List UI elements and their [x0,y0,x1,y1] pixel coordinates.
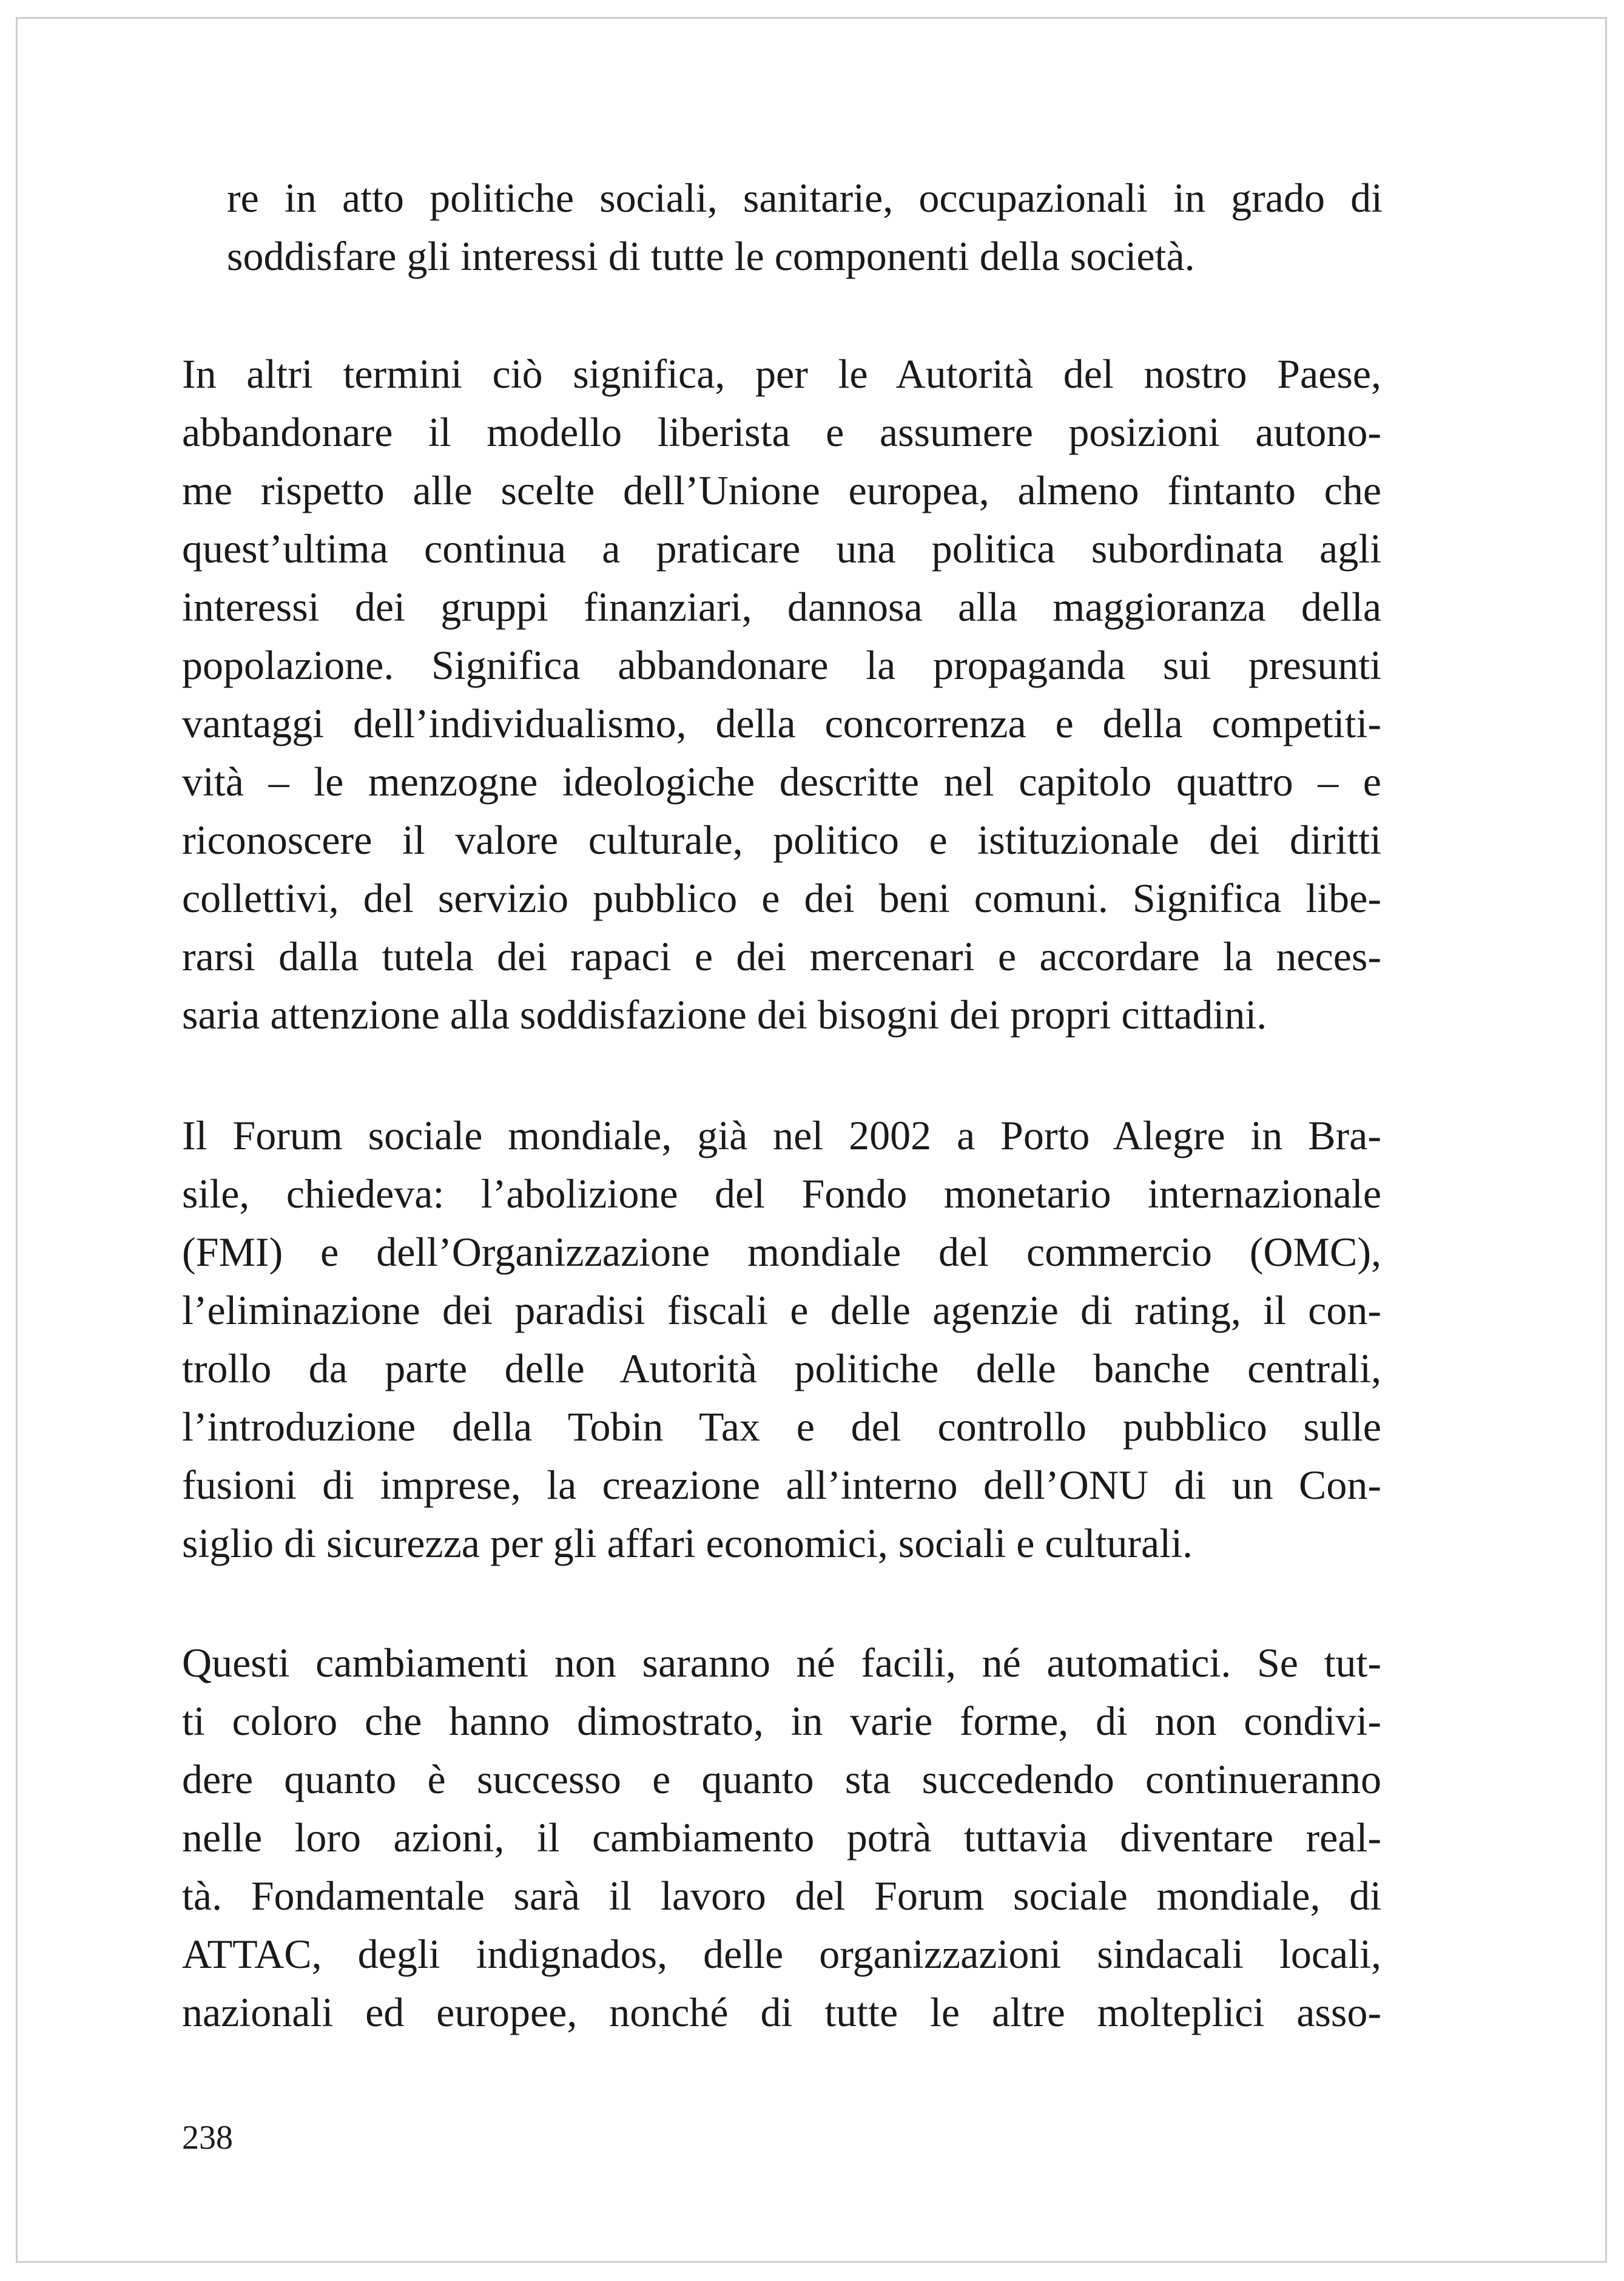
text-line: popolazione. Significa abbandonare la propaganda sui presunti [182,642,1381,688]
text-line: Questi cambiamenti non saranno né facili, né automatici. Se tut- [182,1640,1381,1686]
text-line: soddisfare gli interessi di tutte le componenti della società. [227,233,1195,279]
text-line: interessi dei gruppi finanziari, dannosa alla maggioranza della [182,584,1381,630]
text-line: abbandonare il modello liberista e assumere posizioni autono- [182,409,1381,455]
text-line: siglio di sicurezza per gli affari economici, sociali e culturali. [182,1520,1193,1566]
paragraph-1 [227,169,1383,285]
text-line: saria attenzione alla soddisfazione dei bisogni dei propri cittadini. [182,992,1267,1038]
text-line: vità – le menzogne ideologiche descritte nel capitolo quattro – e [182,759,1381,805]
text-line: nelle loro azioni, il cambiamento potrà tuttavia diventare real- [182,1814,1381,1860]
text-line: re in atto politiche sociali, sanitarie, occupazionali in grado di [227,175,1383,221]
text-line: me rispetto alle scelte dell’Unione europea, almeno fintanto che [182,467,1381,513]
text-line: fusioni di imprese, la creazione all’interno dell’ONU di un Con- [182,1462,1381,1508]
text-line: (FMI) e dell’Organizzazione mondiale del commercio (OMC), [182,1229,1381,1275]
text-line: ATTAC, degli indignados, delle organizzazioni sindacali locali, [182,1931,1381,1977]
text-line: dere quanto è successo e quanto sta succedendo continueranno [182,1756,1381,1802]
text-line: l’eliminazione dei paradisi fiscali e delle agenzie di rating, il con- [182,1287,1381,1333]
text-line: ti coloro che hanno dimostrato, in varie forme, di non condivi- [182,1698,1381,1744]
paragraph-4 [182,1634,1381,2041]
text-line: vantaggi dell’individualismo, della concorrenza e della competiti- [182,700,1381,746]
text-line: l’introduzione della Tobin Tax e del controllo pubblico sulle [182,1404,1381,1450]
paragraph-2 [182,345,1381,1044]
text-line: tà. Fondamentale sarà il lavoro del Forum sociale mondiale, di [182,1873,1381,1919]
text-line: collettivi, del servizio pubblico e dei beni comuni. Significa libe- [182,875,1381,921]
text-line: In altri termini ciò significa, per le Autorità del nostro Paese, [182,351,1381,397]
paragraph-3 [182,1106,1381,1572]
text-line: sile, chiedeva: l’abolizione del Fondo monetario internazionale [182,1171,1381,1217]
text-line: riconoscere il valore culturale, politico e istituzionale dei diritti [182,817,1381,863]
text-line: quest’ultima continua a praticare una politica subordinata agli [182,525,1381,572]
page-number: 238 [182,2119,233,2157]
text-line: Il Forum sociale mondiale, già nel 2002 a Porto Alegre in Bra- [182,1112,1381,1158]
text-line: rarsi dalla tutela dei rapaci e dei mercenari e accordare la neces- [182,933,1381,979]
text-line: trollo da parte delle Autorità politiche delle banche centrali, [182,1345,1381,1391]
text-line: nazionali ed europee, nonché di tutte le altre molteplici asso- [182,1989,1381,2035]
